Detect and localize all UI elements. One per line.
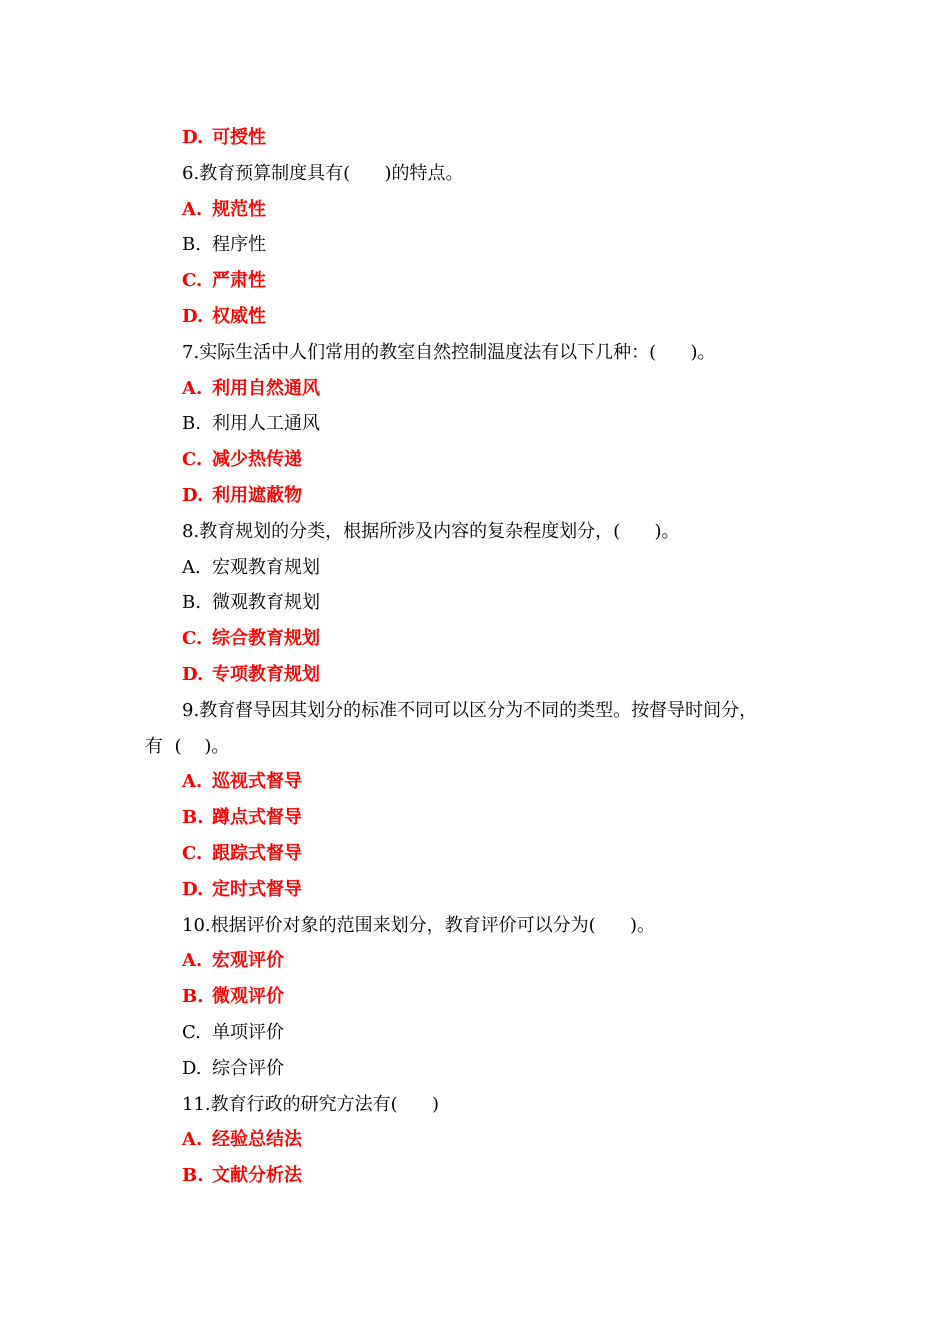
option-text: 程序性 xyxy=(212,234,266,256)
option-label: D. xyxy=(182,663,204,685)
option-label: B. xyxy=(182,1165,204,1187)
continuation-text: 有 ( )。 xyxy=(145,735,230,757)
option-text: 微观教育规划 xyxy=(212,592,320,614)
option-text: 减少热传递 xyxy=(212,449,302,471)
answer-option xyxy=(0,1015,950,1051)
option-label: A. xyxy=(182,198,203,220)
option-text: 宏观评价 xyxy=(212,950,284,972)
answer-option-correct xyxy=(0,299,950,335)
answer-option-correct xyxy=(0,120,950,156)
question-line xyxy=(0,156,950,192)
question-number: 9. xyxy=(182,699,200,721)
answer-option xyxy=(0,550,950,586)
answer-option xyxy=(0,1051,950,1087)
question-text: 教育督导因其划分的标准不同可以区分为不同的类型。按督导时间分， xyxy=(199,699,758,721)
answer-option-correct xyxy=(0,371,950,407)
option-label: D. xyxy=(182,878,204,900)
option-text: 严肃性 xyxy=(212,270,266,292)
option-label: C. xyxy=(182,449,203,471)
answer-option-correct xyxy=(0,800,950,836)
question-number: 10. xyxy=(182,914,211,936)
option-label: C. xyxy=(182,628,203,650)
question-text: 教育预算制度具有( )的特点。 xyxy=(199,162,464,184)
answer-option xyxy=(0,406,950,442)
question-line xyxy=(0,908,950,944)
option-text: 规范性 xyxy=(212,198,266,220)
option-label: A. xyxy=(182,771,203,793)
option-text: 综合评价 xyxy=(212,1057,284,1079)
answer-option-correct xyxy=(0,764,950,800)
option-text: 经验总结法 xyxy=(212,1129,302,1151)
answer-option-correct xyxy=(0,478,950,514)
question-text: 教育规划的分类，根据所涉及内容的复杂程度划分，( )。 xyxy=(199,520,680,542)
answer-option-correct xyxy=(0,263,950,299)
question-number: 6. xyxy=(182,162,200,184)
option-text: 跟踪式督导 xyxy=(212,842,302,864)
question-number: 8. xyxy=(182,520,200,542)
answer-option-correct xyxy=(0,657,950,693)
option-label: B. xyxy=(182,807,204,829)
option-label: D. xyxy=(182,127,204,148)
option-text: 专项教育规划 xyxy=(212,663,320,685)
answer-option-correct xyxy=(0,621,950,657)
option-text: 单项评价 xyxy=(212,1021,284,1043)
option-text: 定时式督导 xyxy=(212,878,302,900)
option-text: 可授性 xyxy=(212,127,266,148)
option-text: 蹲点式督导 xyxy=(212,807,302,829)
question-text: 实际生活中人们常用的教室自然控制温度法有以下几种：( )。 xyxy=(199,341,716,363)
option-label: A. xyxy=(182,1129,203,1151)
option-label: D. xyxy=(182,484,204,506)
answer-option-correct xyxy=(0,1158,950,1194)
option-text: 文献分析法 xyxy=(212,1165,302,1187)
option-text: 利用自然通风 xyxy=(212,377,320,399)
option-label: C. xyxy=(182,270,203,292)
answer-option xyxy=(0,227,950,263)
option-label: C. xyxy=(182,842,203,864)
answer-option xyxy=(0,585,950,621)
answer-option-correct xyxy=(0,943,950,979)
question-number: 11. xyxy=(182,1093,211,1115)
answer-option-correct xyxy=(0,872,950,908)
option-label: B. xyxy=(182,592,201,614)
option-text: 微观评价 xyxy=(212,986,284,1008)
answer-option-correct xyxy=(0,979,950,1015)
question-text: 根据评价对象的范围来划分，教育评价可以分为( )。 xyxy=(210,914,656,936)
option-label: D. xyxy=(182,305,204,327)
option-label: B. xyxy=(182,234,201,256)
option-label: C. xyxy=(182,1021,201,1043)
question-text: 教育行政的研究方法有( ) xyxy=(210,1093,440,1115)
question-number: 7. xyxy=(182,341,200,363)
question-line xyxy=(0,693,950,729)
question-line xyxy=(0,1087,950,1123)
option-text: 巡视式督导 xyxy=(212,771,302,793)
document-page xyxy=(0,120,950,1194)
option-label: B. xyxy=(182,986,204,1008)
answer-option-correct xyxy=(0,192,950,228)
option-text: 利用遮蔽物 xyxy=(212,484,302,506)
option-text: 宏观教育规划 xyxy=(212,556,320,578)
option-text: 利用人工通风 xyxy=(212,413,320,435)
answer-option-correct xyxy=(0,1122,950,1158)
option-label: B. xyxy=(182,413,201,435)
option-label: A. xyxy=(182,950,203,972)
option-label: A. xyxy=(182,377,203,399)
option-text: 权威性 xyxy=(212,305,266,327)
option-text: 综合教育规划 xyxy=(212,628,320,650)
question-continuation xyxy=(0,729,950,765)
answer-option-correct xyxy=(0,836,950,872)
option-label: D. xyxy=(182,1057,202,1079)
question-line xyxy=(0,335,950,371)
option-label: A. xyxy=(182,556,201,578)
question-line xyxy=(0,514,950,550)
answer-option-correct xyxy=(0,442,950,478)
